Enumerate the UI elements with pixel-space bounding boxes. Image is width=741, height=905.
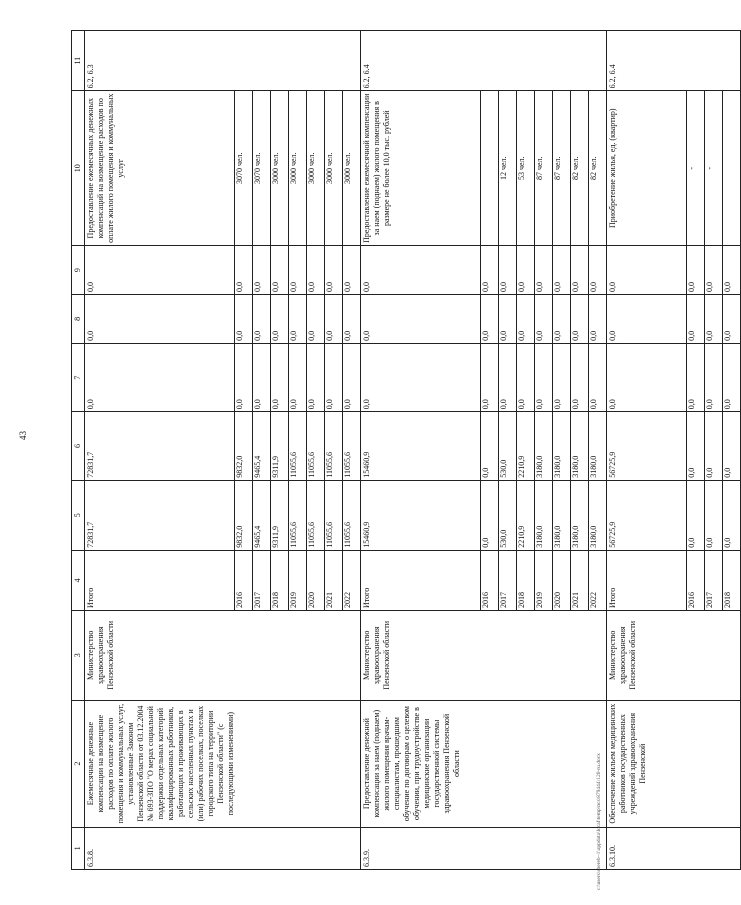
year-c7: 0,0 — [271, 343, 289, 411]
col-header-5: 5 — [72, 480, 85, 550]
year-c9: 0,0 — [705, 246, 723, 295]
year-indicator: 87 чел. — [553, 91, 571, 246]
year-indicator — [481, 91, 499, 246]
year-c5: 0,0 — [687, 480, 705, 550]
year-c9: 0,0 — [687, 246, 705, 295]
year-indicator: 3000 чел. — [343, 91, 361, 246]
year-label: 2018 — [723, 550, 741, 610]
year-c7: 0,0 — [553, 343, 571, 411]
year-c8: 0,0 — [589, 294, 607, 343]
section-number: 6.3.9. — [361, 827, 607, 869]
year-c6: 3180,0 — [571, 412, 589, 480]
year-c9: 0,0 — [307, 246, 325, 295]
year-c5: 0,0 — [705, 480, 723, 550]
year-c5: 11055,6 — [343, 480, 361, 550]
col-header-4: 4 — [72, 550, 85, 610]
section-total-row — [361, 31, 481, 870]
year-indicator: 3000 чел. — [307, 91, 325, 246]
year-c9: 0,0 — [553, 246, 571, 295]
year-label: 2018 — [517, 550, 535, 610]
year-c8: 0,0 — [325, 294, 343, 343]
year-c5: 11055,6 — [289, 480, 307, 550]
year-c6: 530,0 — [499, 412, 517, 480]
total-c9: 0,0 — [85, 246, 235, 295]
col-header-1: 1 — [72, 827, 85, 869]
year-c7: 0,0 — [325, 343, 343, 411]
year-c6: 9832,0 — [235, 412, 253, 480]
year-indicator: 3000 чел. — [289, 91, 307, 246]
total-c5: 15460,9 — [361, 480, 481, 550]
year-label: 2016 — [235, 550, 253, 610]
year-c8: 0,0 — [705, 294, 723, 343]
total-c7: 0,0 — [361, 343, 481, 411]
year-c8: 0,0 — [571, 294, 589, 343]
year-indicator: 87 чел. — [535, 91, 553, 246]
year-indicator: 3070 чел. — [253, 91, 271, 246]
year-label: 2020 — [307, 550, 325, 610]
program-activities-table — [71, 30, 741, 870]
year-c9: 0,0 — [325, 246, 343, 295]
year-label: 2016 — [687, 550, 705, 610]
year-label: 2017 — [705, 550, 723, 610]
year-c8: 0,0 — [253, 294, 271, 343]
task-reference: 6.2, 6.4 — [361, 31, 607, 91]
column-number-row — [72, 31, 85, 870]
total-c9: 0,0 — [361, 246, 481, 295]
year-c8: 0,0 — [271, 294, 289, 343]
year-c9: 0,0 — [481, 246, 499, 295]
year-indicator: 3000 чел. — [271, 91, 289, 246]
year-c6: 0,0 — [723, 412, 741, 480]
col-header-8: 8 — [72, 294, 85, 343]
section-number: 6.3.10. — [607, 827, 741, 869]
year-label: 2022 — [589, 550, 607, 610]
activity-description: Предоставление денежной компенсации за наем (поднаем) жилого помещения врачам-специалистам, прошедшим обучение по договорам о целевом обучении, при трудоустройстве в медицинские организации государственной системы здравоохранения Пензенской области — [361, 700, 607, 827]
year-label: 2021 — [325, 550, 343, 610]
section-number: 6.3.8. — [85, 827, 361, 869]
year-c9: 0,0 — [723, 246, 741, 295]
year-c6: 3180,0 — [589, 412, 607, 480]
col-header-7: 7 — [72, 343, 85, 411]
total-label: Итого — [607, 550, 687, 610]
year-c7: 0,0 — [481, 343, 499, 411]
year-c7: 0,0 — [289, 343, 307, 411]
footer-file-path: c:\users\sbereb~1\appdata\local\temp\ncs\879444\120-ru.docx — [596, 753, 602, 890]
year-indicator: 3000 чел. — [325, 91, 343, 246]
total-indicator: Приобретение жилья, ед. (квартир) — [607, 91, 687, 246]
year-label: 2021 — [571, 550, 589, 610]
total-c6: 15460,9 — [361, 412, 481, 480]
section-total-row — [85, 31, 235, 870]
year-label: 2022 — [343, 550, 361, 610]
year-c8: 0,0 — [289, 294, 307, 343]
col-header-6: 6 — [72, 412, 85, 480]
table-body — [72, 31, 741, 870]
total-c6: 72831,7 — [85, 412, 235, 480]
total-c5: 56725,9 — [607, 480, 687, 550]
task-reference: 6.2, 6.3 — [85, 31, 361, 91]
year-c6: 11055,6 — [343, 412, 361, 480]
year-indicator: 82 чел. — [589, 91, 607, 246]
year-c8: 0,0 — [343, 294, 361, 343]
year-c6: 11055,6 — [307, 412, 325, 480]
year-c9: 0,0 — [517, 246, 535, 295]
year-c5: 3180,0 — [535, 480, 553, 550]
total-label: Итого — [85, 550, 235, 610]
year-c9: 0,0 — [253, 246, 271, 295]
year-c5: 3180,0 — [571, 480, 589, 550]
year-c5: 0,0 — [723, 480, 741, 550]
year-c5: 3180,0 — [589, 480, 607, 550]
year-c9: 0,0 — [289, 246, 307, 295]
year-c8: 0,0 — [307, 294, 325, 343]
year-c6: 11055,6 — [289, 412, 307, 480]
total-indicator: Предоставление ежемесячных денежных компенсаций на возмещение расходов по оплате жилого помещения и коммунальных услуг — [85, 91, 235, 246]
year-c5: 3180,0 — [553, 480, 571, 550]
year-indicator: 53 чел. — [517, 91, 535, 246]
year-c7: 0,0 — [499, 343, 517, 411]
year-c7: 0,0 — [705, 343, 723, 411]
year-label: 2017 — [253, 550, 271, 610]
year-c8: 0,0 — [481, 294, 499, 343]
task-reference: 6.2, 6.4 — [607, 31, 741, 91]
total-c8: 0,0 — [85, 294, 235, 343]
year-c6: 11055,6 — [325, 412, 343, 480]
page-number: 43 — [18, 431, 28, 440]
total-c7: 0,0 — [85, 343, 235, 411]
year-c5: 0,0 — [481, 480, 499, 550]
year-c9: 0,0 — [271, 246, 289, 295]
total-c7: 0,0 — [607, 343, 687, 411]
year-c5: 530,0 — [499, 480, 517, 550]
responsible-executor: Министерство здравоохранения Пензенской области — [361, 611, 607, 701]
total-c5: 72831,7 — [85, 480, 235, 550]
year-c5: 11055,6 — [307, 480, 325, 550]
year-label: 2016 — [481, 550, 499, 610]
total-c6: 56725,9 — [607, 412, 687, 480]
year-indicator: - — [687, 91, 705, 246]
year-c5: 2210,9 — [517, 480, 535, 550]
total-label: Итого — [361, 550, 481, 610]
section-total-row — [607, 31, 687, 870]
responsible-executor: Министерство здравоохранения Пензенской области — [85, 611, 361, 701]
year-c7: 0,0 — [343, 343, 361, 411]
year-label: 2018 — [271, 550, 289, 610]
year-c8: 0,0 — [687, 294, 705, 343]
activity-description: Обеспечение жильем медицинских работников государственных учреждений здравоохранения Пензенской — [607, 700, 741, 827]
year-c6: 2210,9 — [517, 412, 535, 480]
year-c7: 0,0 — [535, 343, 553, 411]
year-c6: 0,0 — [687, 412, 705, 480]
year-c7: 0,0 — [235, 343, 253, 411]
year-c5: 9832,0 — [235, 480, 253, 550]
year-label: 2017 — [499, 550, 517, 610]
year-c8: 0,0 — [499, 294, 517, 343]
total-c8: 0,0 — [361, 294, 481, 343]
year-c9: 0,0 — [235, 246, 253, 295]
year-c9: 0,0 — [589, 246, 607, 295]
year-c7: 0,0 — [571, 343, 589, 411]
year-label: 2019 — [289, 550, 307, 610]
year-label: 2019 — [535, 550, 553, 610]
year-label: 2020 — [553, 550, 571, 610]
year-c8: 0,0 — [723, 294, 741, 343]
year-c8: 0,0 — [517, 294, 535, 343]
year-c7: 0,0 — [589, 343, 607, 411]
year-c8: 0,0 — [553, 294, 571, 343]
year-c6: 9465,4 — [253, 412, 271, 480]
year-c7: 0,0 — [253, 343, 271, 411]
year-c9: 0,0 — [499, 246, 517, 295]
year-indicator — [723, 91, 741, 246]
total-c9: 0,0 — [607, 246, 687, 295]
year-indicator: 82 чел. — [571, 91, 589, 246]
year-indicator: - — [705, 91, 723, 246]
col-header-11: 11 — [72, 31, 85, 91]
year-c9: 0,0 — [343, 246, 361, 295]
year-c6: 3180,0 — [553, 412, 571, 480]
col-header-10: 10 — [72, 91, 85, 246]
year-indicator: 3070 чел. — [235, 91, 253, 246]
year-c5: 11055,6 — [325, 480, 343, 550]
year-indicator: 12 чел. — [499, 91, 517, 246]
year-c5: 9311,9 — [271, 480, 289, 550]
col-header-9: 9 — [72, 246, 85, 295]
year-c6: 9311,9 — [271, 412, 289, 480]
year-c8: 0,0 — [235, 294, 253, 343]
year-c7: 0,0 — [517, 343, 535, 411]
year-c9: 0,0 — [571, 246, 589, 295]
year-c7: 0,0 — [687, 343, 705, 411]
year-c6: 0,0 — [481, 412, 499, 480]
col-header-3: 3 — [72, 611, 85, 701]
activity-description: Ежемесячные денежные компенсации на возмещение расходов по оплате жилого помещения и коммунальных услуг, установленные Законом Пензенской области от 03.12.2004 № 693-ЗПО "О мерах социальной поддержки отдельных категорий квалифицированных работников, работающих и проживающих в сельских населенных пунктах и (или) рабочих поселках, поселках городского типа на территории Пензенской области" (с последующими изменениями) — [85, 700, 361, 827]
year-c7: 0,0 — [723, 343, 741, 411]
total-indicator: Предоставление ежемесячной компенсации за наем (поднаем) жилого помещения в размере не более 10,0 тыс. рублей — [361, 91, 481, 246]
col-header-2: 2 — [72, 700, 85, 827]
responsible-executor: Министерство здравоохранения Пензенской области — [607, 611, 741, 701]
year-c6: 0,0 — [705, 412, 723, 480]
year-c8: 0,0 — [535, 294, 553, 343]
year-c5: 9465,4 — [253, 480, 271, 550]
year-c9: 0,0 — [535, 246, 553, 295]
total-c8: 0,0 — [607, 294, 687, 343]
year-c6: 3180,0 — [535, 412, 553, 480]
year-c7: 0,0 — [307, 343, 325, 411]
